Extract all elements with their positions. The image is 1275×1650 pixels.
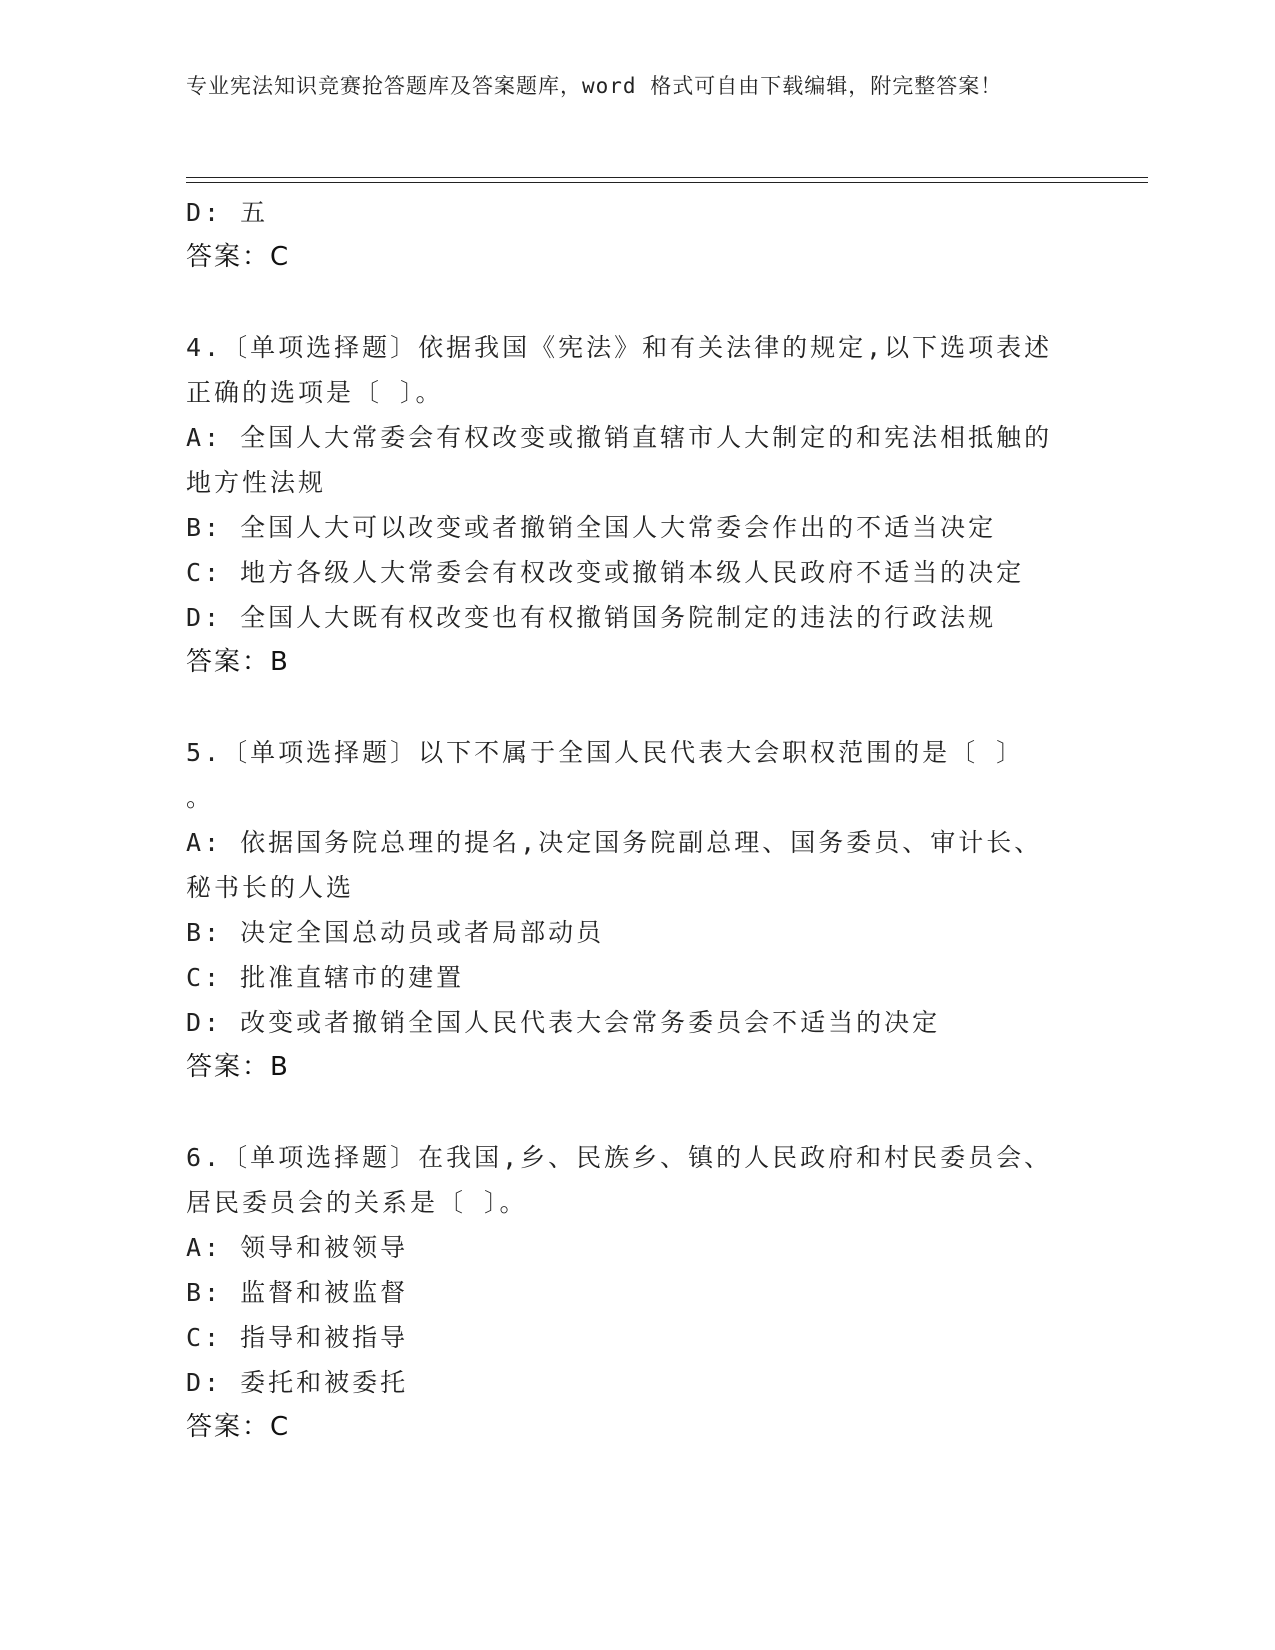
q4-option-d: D: 全国人大既有权改变也有权撤销国务院制定的违法的行政法规 — [186, 603, 997, 632]
q5-stem-line1: 5.〔单项选择题〕以下不属于全国人民代表大会职权范围的是〔 〕 — [186, 738, 1025, 767]
q6-option-b: B: 监督和被监督 — [186, 1278, 409, 1307]
spacer — [186, 280, 1086, 325]
header-rule-top — [186, 177, 1148, 178]
q4-option-b: B: 全国人大可以改变或者撤销全国人大常委会作出的不适当决定 — [186, 513, 997, 542]
q4-stem-line1: 4.〔单项选择题〕依据我国《宪法》和有关法律的规定,以下选项表述 — [186, 333, 1053, 362]
q5-answer: 答案：B — [186, 1052, 290, 1082]
q3-answer: 答案：C — [186, 242, 291, 272]
spacer — [186, 685, 1086, 730]
q5-option-c: C: 批准直辖市的建置 — [186, 963, 465, 992]
q6-option-a: A: 领导和被领导 — [186, 1233, 409, 1262]
question-content — [186, 190, 1086, 1450]
q6-stem-line1: 6.〔单项选择题〕在我国,乡、民族乡、镇的人民政府和村民委员会、 — [186, 1143, 1053, 1172]
q3-option-d: D: 五 — [186, 198, 269, 227]
q5-stem-line2: 。 — [186, 783, 215, 812]
q5-option-a-line1: A: 依据国务院总理的提名,决定国务院副总理、国务委员、审计长、 — [186, 828, 1043, 857]
q5-option-d: D: 改变或者撤销全国人民代表大会常务委员会不适当的决定 — [186, 1008, 941, 1037]
q4-option-a-line1: A: 全国人大常委会有权改变或撤销直辖市人大制定的和宪法相抵触的 — [186, 423, 1053, 452]
q6-stem-line2: 居民委员会的关系是〔 〕。 — [186, 1188, 528, 1217]
q6-option-c: C: 指导和被指导 — [186, 1323, 409, 1352]
spacer — [186, 1090, 1086, 1135]
header-rule-bottom — [186, 182, 1148, 183]
q4-option-a-line2: 地方性法规 — [186, 468, 327, 497]
q6-answer: 答案：C — [186, 1412, 291, 1442]
q6-option-d: D: 委托和被委托 — [186, 1368, 409, 1397]
q4-stem-line2: 正确的选项是〔 〕。 — [186, 378, 444, 407]
q4-option-c: C: 地方各级人大常委会有权改变或撤销本级人民政府不适当的决定 — [186, 558, 1025, 587]
question-6 — [186, 1135, 1086, 1450]
q5-option-a-line2: 秘书长的人选 — [186, 873, 355, 902]
document-header-title: 专业宪法知识竞赛抢答题库及答案题库，word 格式可自由下载编辑，附完整答案！ — [186, 74, 1003, 98]
question-5 — [186, 730, 1086, 1090]
q4-answer: 答案：B — [186, 647, 290, 677]
question-4 — [186, 325, 1086, 685]
q5-option-b: B: 决定全国总动员或者局部动员 — [186, 918, 605, 947]
